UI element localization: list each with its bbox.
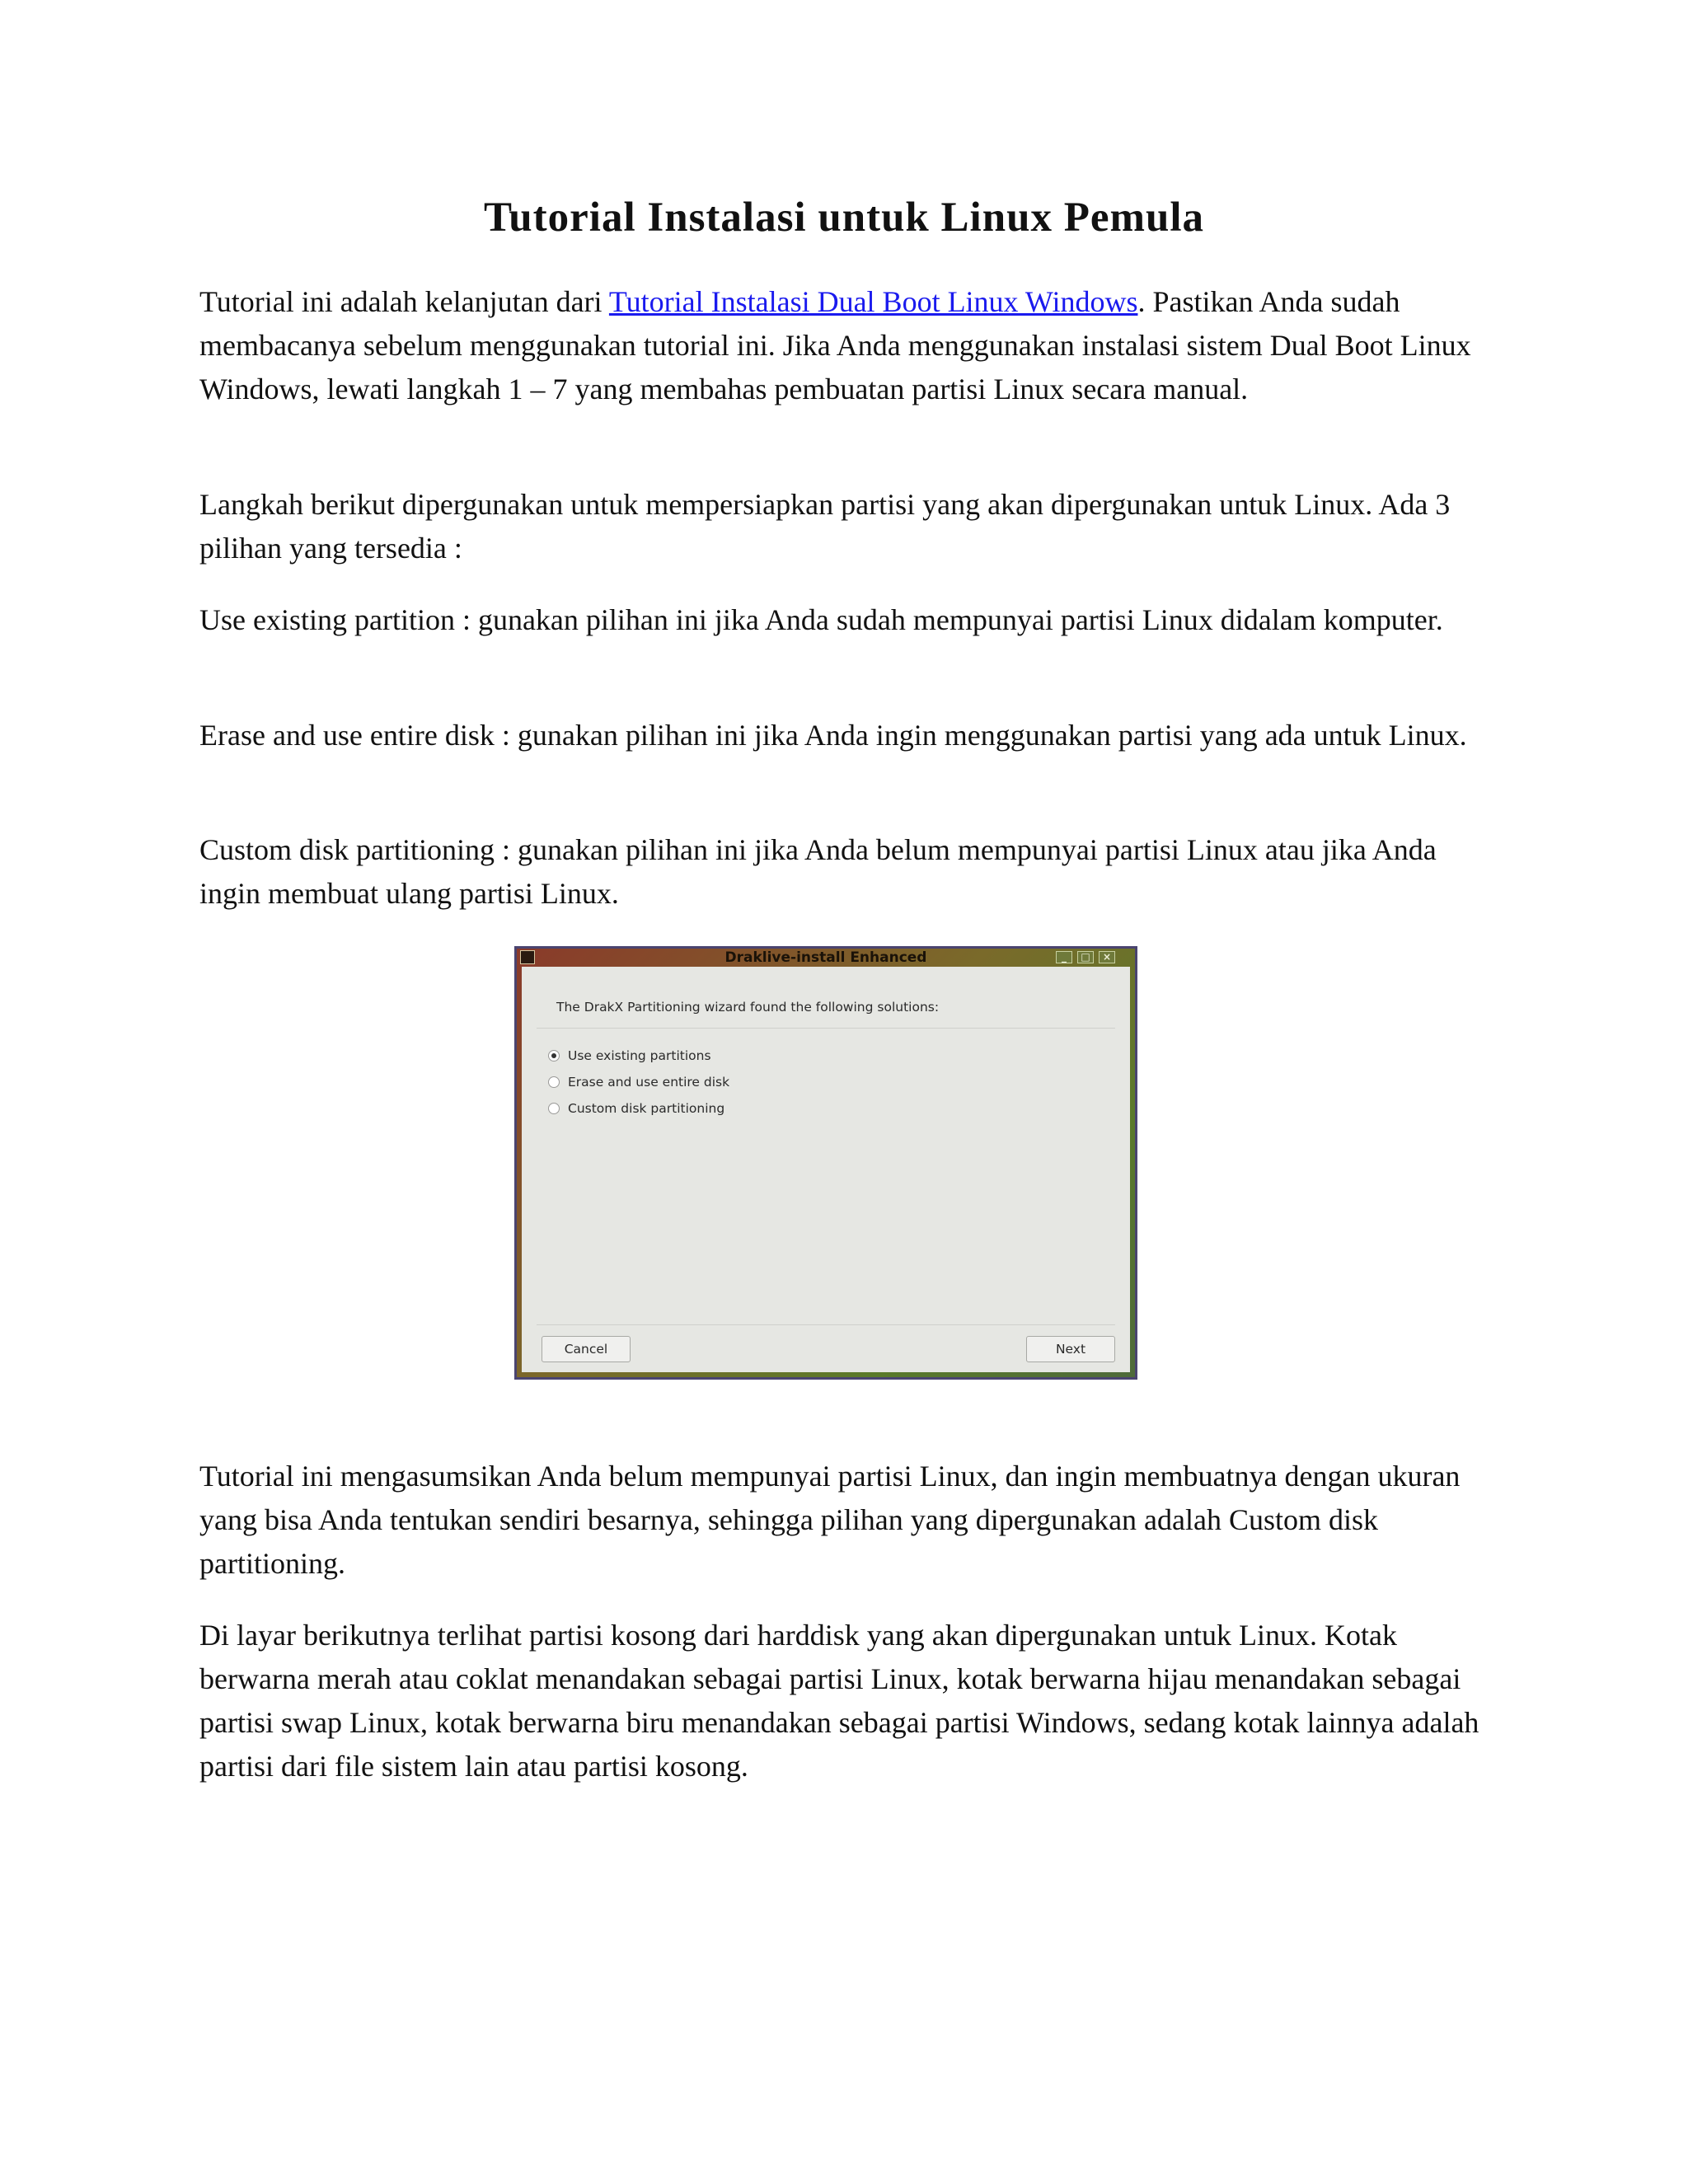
close-icon[interactable]: × — [1099, 951, 1115, 963]
button-divider — [537, 1324, 1115, 1325]
radio-unselected-icon[interactable] — [548, 1076, 560, 1088]
option-erase-disk[interactable] — [548, 1074, 729, 1090]
next-button[interactable]: Next — [1026, 1336, 1115, 1362]
radio-selected-icon[interactable] — [548, 1050, 560, 1062]
option-label: Erase and use entire disk — [568, 1075, 730, 1090]
wizard-heading: The DrakX Partitioning wizard found the following solutions: — [556, 1000, 940, 1015]
steps-paragraph: Langkah berikut dipergunakan untuk mempersiapkan partisi yang akan dipergunakan untuk Linux. Ada 3 pilihan yang tersedia : — [199, 488, 1451, 565]
dialog-content — [522, 967, 1130, 1372]
next-screen-paragraph: Di layar berikutnya terlihat partisi kosong dari harddisk yang akan dipergunakan untuk Linux. Kotak berwarna merah atau coklat menandakan sebagai partisi Linux, kotak berwarna hijau menandakan sebagai partisi swap Linux, kotak berwarna biru menandakan sebagai partisi Windows, sedang kotak lainnya adalah partisi dari file sistem lain atau partisi kosong. — [199, 1619, 1479, 1783]
dialog-titlebar — [517, 949, 1135, 967]
cancel-button[interactable]: Cancel — [542, 1336, 631, 1362]
use-existing-paragraph: Use existing partition : gunakan pilihan ini jika Anda sudah mempunyai partisi Linux didalam komputer. — [199, 603, 1443, 636]
dialog-window-title: Draklive-install Enhanced — [724, 949, 927, 966]
dual-boot-tutorial-link[interactable]: Tutorial Instalasi Dual Boot Linux Windows — [608, 285, 1138, 318]
minimize-icon[interactable]: _ — [1056, 951, 1072, 963]
installer-dialog-screenshot — [514, 946, 1137, 1380]
option-custom-partitioning[interactable] — [548, 1100, 724, 1117]
intro-text-after-link: . Pastikan Anda sudah membacanya sebelum menggunakan tutorial ini. Jika Anda menggunakan instalasi sistem Dual Boot Linux Windows, lewati langkah 1 – 7 yang membahas pembuatan partisi Linux secara manual. — [199, 285, 1471, 405]
intro-paragraph — [199, 280, 1502, 411]
radio-unselected-icon[interactable] — [548, 1103, 560, 1114]
option-label: Use existing partitions — [568, 1048, 711, 1063]
document-title: Tutorial Instalasi untuk Linux Pemula — [483, 194, 1205, 241]
option-use-existing[interactable] — [548, 1047, 711, 1064]
erase-disk-paragraph: Erase and use entire disk : gunakan pilihan ini jika Anda ingin menggunakan partisi yang ada untuk Linux. — [199, 719, 1467, 752]
custom-partitioning-paragraph: Custom disk partitioning : gunakan pilihan ini jika Anda belum mempunyai partisi Linux atau jika Anda ingin membuat ulang partisi Linux. — [199, 833, 1437, 910]
option-label: Custom disk partitioning — [568, 1101, 725, 1116]
heading-divider — [537, 1028, 1115, 1029]
app-icon — [520, 950, 535, 964]
intro-text-before-link: Tutorial ini adalah kelanjutan dari — [199, 285, 609, 318]
assumption-paragraph: Tutorial ini mengasumsikan Anda belum mempunyai partisi Linux, dan ingin membuatnya dengan ukuran yang bisa Anda tentukan sendiri besarnya, sehingga pilihan yang dipergunakan adalah Custom disk partitioning. — [199, 1460, 1461, 1580]
maximize-icon[interactable]: □ — [1077, 951, 1094, 963]
